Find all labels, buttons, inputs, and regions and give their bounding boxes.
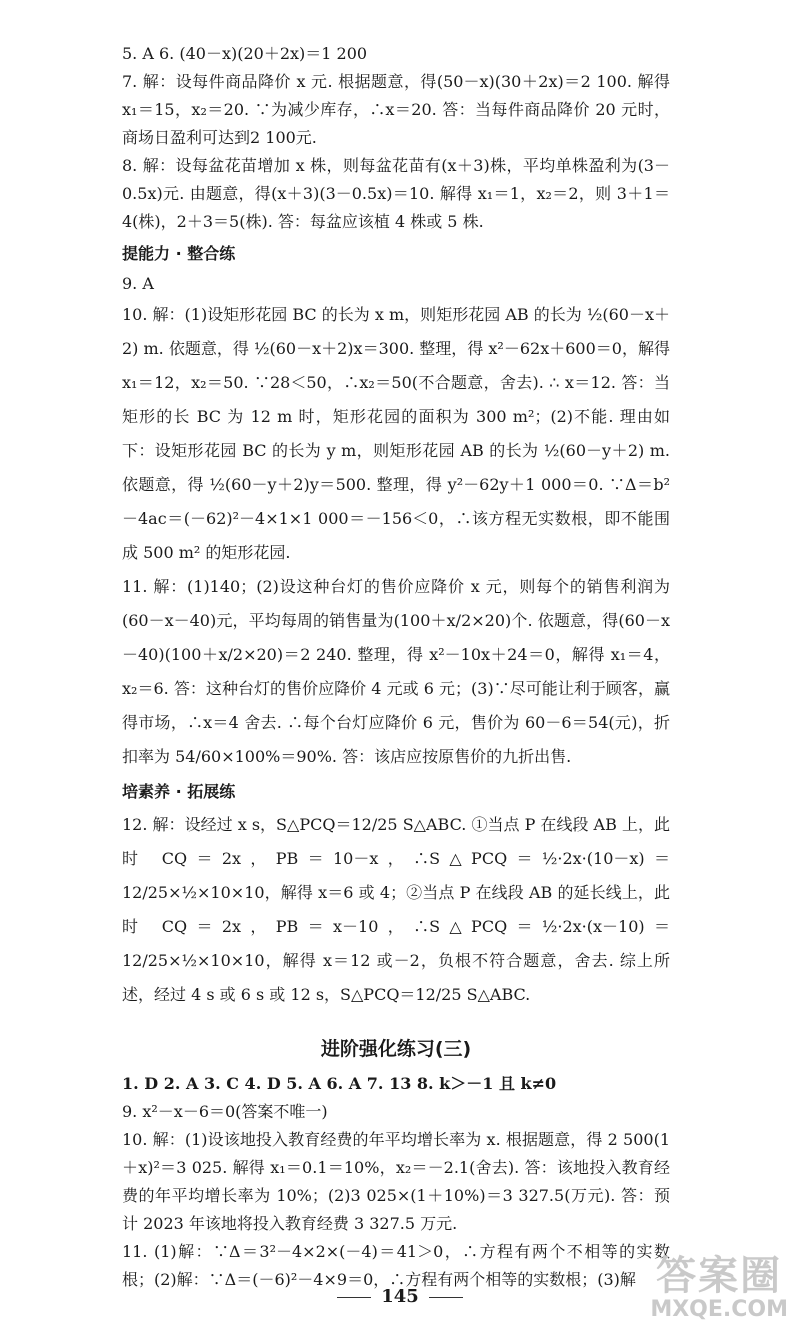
watermark xyxy=(650,1254,788,1322)
answer-q8: 8. 解：设每盆花苗增加 x 株，则每盆花苗有(x＋3)株，平均单株盈利为(3－0.5x)元. 由题意，得(x＋3)(3－0.5x)＝10. 解得 x₁＝1，x₂＝2，则 3＋1＝4(株)，2＋3＝5(株). 答：每盆应该植 4 株或 5 株. xyxy=(122,156,670,231)
watermark-logo: 答案圈 xyxy=(656,1253,783,1299)
section-heading-extension: 培素养 · 拓展练 xyxy=(122,782,236,801)
section-title: 进阶强化练习(三) xyxy=(320,1038,472,1060)
watermark-url: MXQE.COM xyxy=(650,1297,788,1322)
answer-page xyxy=(122,40,670,1294)
page-number-dash-right xyxy=(429,1297,463,1298)
answer-q11b: 11. (1)解：∵Δ＝3²－4×2×(－4)＝41＞0，∴方程有两个不相等的实数根；(2)解：∵Δ＝(－6)²－4×9＝0，∴方程有两个相等的实数根；(3)解 xyxy=(122,1242,670,1289)
answer-q11: 11. 解：(1)140；(2)设这种台灯的售价应降价 x 元，则每个的销售利润为(60－x－40)元，平均每周的销售量为(100＋x/2×20)个. 依题意，得(60－x－40)(100＋x/2×20)＝2 240. 整理，得 x²－10x＋24＝0，解得 x₁＝4，x₂＝6. 答：这种台灯的售价应降价 4 元或 6 元；(3)∵尽可能让利于顾客，赢得市场，∴x＝4 舍去. ∴每个台灯应降价 6 元，售价为 60－6＝54(元)，折扣率为 54/60×100%＝90%. 答：该店应按原售价的九折出售. xyxy=(122,577,670,766)
answer-q10: 10. 解：(1)设矩形花园 BC 的长为 x m，则矩形花园 AB 的长为 ½(60－x＋2) m. 依题意，得 ½(60－x＋2)x＝300. 整理，得 x²－62x＋600＝0，解得 x₁＝12，x₂＝50. ∵28＜50，∴x₂＝50(不合题意，舍去). ∴ x＝12. 答：当矩形的长 BC 为 12 m 时，矩形花园的面积为 300 m²；(2)不能. 理由如下：设矩形花园 BC 的长为 y m，则矩形花园 AB 的长为 ½(60－y＋2) m. 依题意，得 ½(60－y＋2)y＝500. 整理，得 y²－62y＋1 000＝0. ∵Δ＝b²－4ac＝(－62)²－4×1×1 000＝－156＜0，∴该方程无实数根，即不能围成 500 m² 的矩形花园. xyxy=(122,305,670,562)
answer-q9: 9. A xyxy=(122,274,154,293)
answer-q5-6: 5. A 6. (40－x)(20＋2x)＝1 200 xyxy=(122,44,368,63)
answer-q12: 12. 解：设经过 x s，S△PCQ＝12/25 S△ABC. ①当点 P 在线段 AB 上，此时 CQ＝2x，PB＝10－x，∴S△PCQ＝½·2x·(10－x)＝12/25×½×10×10，解得 x＝6 或 4；②当点 P 在线段 AB 的延长线上，此时 CQ＝2x，PB＝x－10，∴S△PCQ＝½·2x·(x－10)＝12/25×½×10×10，解得 x＝12 或－2，负根不符合题意，舍去. 综上所述，经过 4 s 或 6 s 或 12 s，S△PCQ＝12/25 S△ABC. xyxy=(122,815,670,1004)
page-number-value: 145 xyxy=(381,1286,419,1307)
answer-q1-8: 1. D 2. A 3. C 4. D 5. A 6. A 7. 13 8. k＞－1 且 k≠0 xyxy=(122,1074,557,1093)
answer-q7: 7. 解：设每件商品降价 x 元. 根据题意，得(50－x)(30＋2x)＝2 100. 解得 x₁＝15，x₂＝20. ∵为减少库存，∴x＝20. 答：当每件商品降价 20 元时，商场日盈利可达到2 100元. xyxy=(122,72,670,147)
page-number-dash-left xyxy=(337,1297,371,1298)
section-heading-ability: 提能力 · 整合练 xyxy=(122,244,236,263)
answer-q9b: 9. x²－x－6＝0(答案不唯一) xyxy=(122,1102,328,1121)
answer-q10b: 10. 解：(1)设该地投入教育经费的年平均增长率为 x. 根据题意，得 2 500(1＋x)²＝3 025. 解得 x₁＝0.1＝10%，x₂＝－2.1(舍去). 答：该地投入教育经费的年平均增长率为 10%；(2)3 025×(1＋10%)＝3 327.5(万元). 答：预计 2023 年该地将投入教育经费 3 327.5 万元. xyxy=(122,1130,670,1233)
